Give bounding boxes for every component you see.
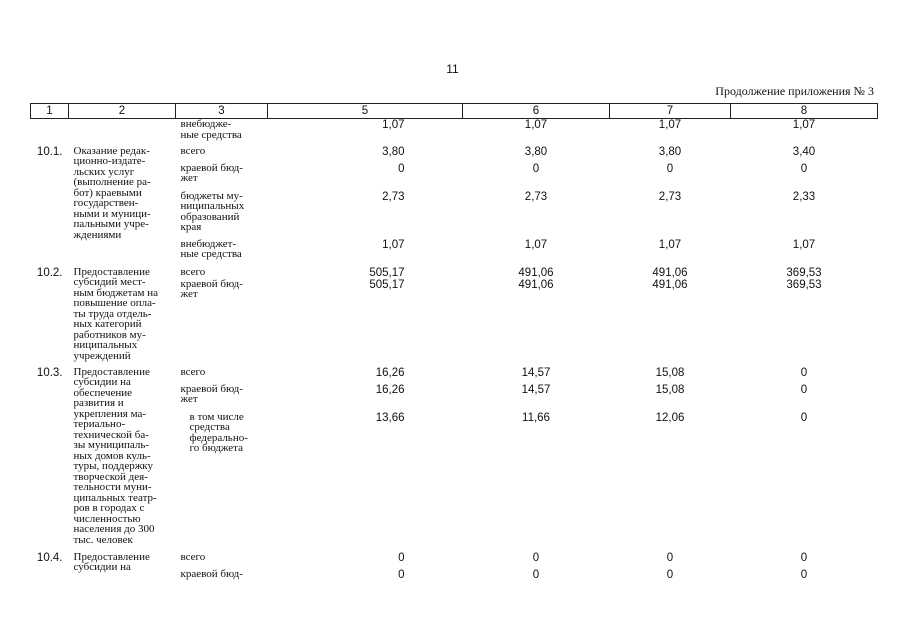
value-col-5: 505,17 [369, 278, 405, 291]
value-col-8: 0 [800, 366, 808, 379]
item-number: 10.3. [36, 366, 63, 379]
item-name: Оказание редак- ционно-издате- льских услуг (выполнение ра- бот) краевыми государствен- ными и муници- пальными учре- ждениями [73, 144, 151, 241]
funding-source: краевой бюд- жет [180, 277, 243, 300]
value-col-8: 369,53 [786, 266, 822, 279]
item-number: 10.2. [36, 266, 63, 279]
value-col-8: 369,53 [786, 278, 822, 291]
budget-table [30, 103, 878, 583]
value-col-8: 0 [800, 383, 808, 396]
value-col-6: 2,73 [524, 190, 548, 203]
value-col-8: 0 [800, 568, 808, 581]
value-col-6: 1,07 [524, 119, 548, 131]
value-col-5: 1,07 [382, 238, 405, 251]
value-col-5: 2,73 [382, 190, 405, 203]
header-cell: 7 [610, 104, 731, 119]
item-name: Предоставление субсидии на обеспечение развития и укрепления ма- териально- технической ба- зы муниципаль- ных домов куль- туры, поддержку творческой дея- тельности муни- ципальных театр- ров в городах с численностью населения до 300 тыс. человек [73, 365, 157, 546]
table-row [31, 146, 878, 163]
header-cell: 5 [268, 104, 463, 119]
value-col-7: 15,08 [655, 366, 685, 379]
table-row [31, 367, 878, 384]
value-col-6: 491,06 [518, 266, 554, 279]
item-name: Предоставление субсидии на [73, 550, 150, 573]
value-col-6: 14,57 [521, 383, 551, 396]
value-col-6: 0 [532, 162, 540, 175]
value-col-5: 16,26 [375, 366, 405, 379]
funding-source: краевой бюд- [180, 567, 243, 580]
funding-source: внебюджет- ные средства [180, 237, 242, 260]
value-col-8: 0 [800, 551, 808, 564]
funding-source: всего [180, 265, 206, 278]
table-row [31, 267, 878, 279]
page-number: 11 [446, 62, 459, 76]
value-col-6: 491,06 [518, 278, 554, 291]
funding-source: внебюдже- ные средства [180, 118, 242, 141]
item-number [31, 119, 69, 146]
item-name: Предоставление субсидий мест- ным бюджетам на повышение опла- ты труда отдель- ных категорий работников му- ниципальных учреждений [73, 265, 158, 362]
table-body [31, 119, 878, 583]
value-col-8: 1,07 [792, 119, 816, 131]
value-col-7: 491,06 [652, 266, 688, 279]
value-col-6: 1,07 [524, 238, 548, 251]
value-col-5: 16,26 [375, 383, 405, 396]
value-col-6: 14,57 [521, 366, 551, 379]
value-col-8: 2,33 [792, 190, 816, 203]
value-col-8: 0 [800, 162, 808, 175]
value-col-7: 1,07 [658, 119, 682, 131]
value-col-7: 0 [666, 568, 674, 581]
value-col-8: 3,40 [792, 145, 816, 158]
value-col-7: 2,73 [658, 190, 682, 203]
funding-source: всего [180, 365, 206, 378]
value-col-5: 0 [398, 162, 405, 175]
header-cell: 8 [731, 104, 878, 119]
value-col-7: 15,08 [655, 383, 685, 396]
value-col-7: 491,06 [652, 278, 688, 291]
value-col-8: 1,07 [792, 238, 816, 251]
item-number: 10.1. [36, 145, 63, 158]
value-col-6: 0 [532, 551, 540, 564]
funding-source: бюджеты му- ниципальных образований края [180, 189, 245, 233]
item-number: 10.4. [36, 551, 63, 564]
header-cell: 6 [463, 104, 610, 119]
value-col-7: 0 [666, 551, 674, 564]
value-col-7: 1,07 [658, 238, 682, 251]
funding-source: всего [180, 550, 206, 563]
value-col-5: 0 [398, 568, 405, 581]
value-col-6: 3,80 [524, 145, 548, 158]
item-name [69, 119, 176, 146]
appendix-continuation-label: Продолжение приложения № 3 [715, 84, 874, 98]
value-col-6: 0 [532, 568, 540, 581]
header-cell: 2 [69, 104, 176, 119]
value-col-7: 12,06 [655, 411, 685, 424]
funding-source: краевой бюд- жет [180, 382, 243, 405]
value-col-6: 11,66 [522, 411, 550, 424]
table-row [31, 119, 878, 146]
funding-source: в том числе средства федерально- го бюджета [189, 410, 248, 454]
value-col-7: 3,80 [658, 145, 682, 158]
table-row [31, 552, 878, 569]
funding-source: краевой бюд- жет [180, 161, 243, 184]
value-col-5: 0 [398, 551, 405, 564]
value-col-5: 505,17 [369, 266, 405, 279]
header-cell: 1 [31, 104, 69, 119]
header-cell: 3 [176, 104, 268, 119]
funding-source: всего [180, 144, 206, 157]
value-col-7: 0 [666, 162, 674, 175]
value-col-5: 13,66 [375, 411, 405, 424]
table-header-row [31, 104, 878, 119]
value-col-5: 1,07 [382, 119, 405, 131]
value-col-8: 0 [800, 411, 808, 424]
value-col-5: 3,80 [382, 145, 405, 158]
